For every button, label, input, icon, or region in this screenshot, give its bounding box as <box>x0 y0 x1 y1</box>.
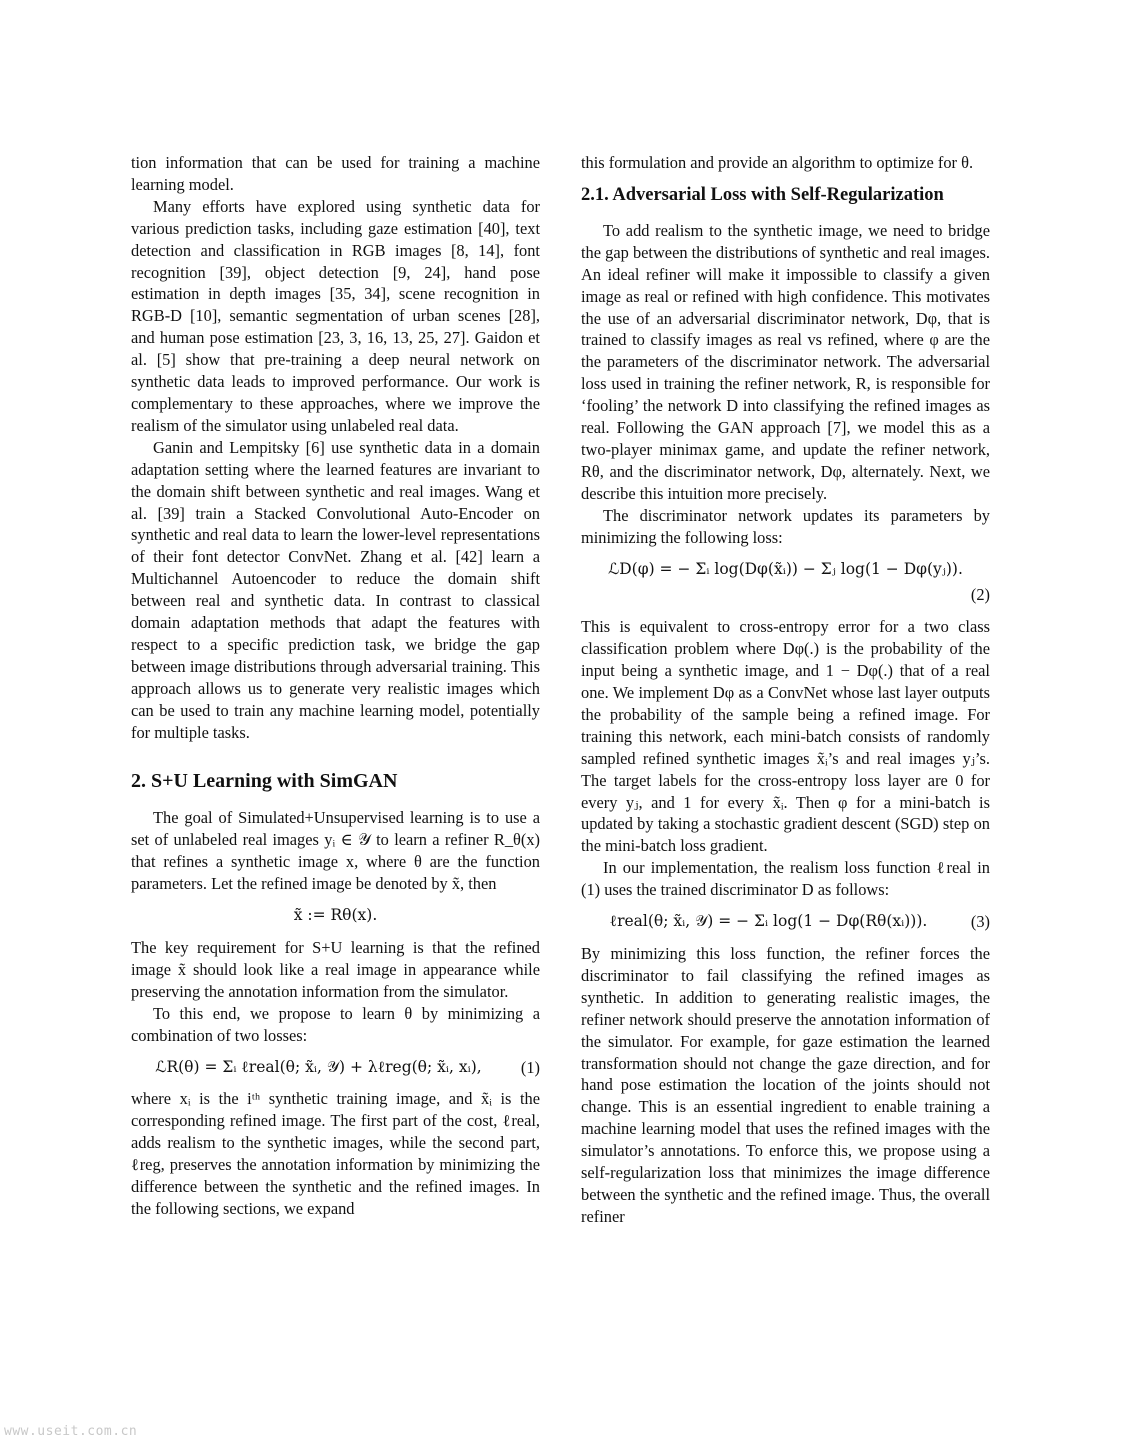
equation-body: ℓreal(θ; x̃ᵢ, 𝒴) = − Σᵢ log(1 − Dφ(Rθ(xᵢ))). <box>609 912 928 931</box>
paragraph: tion information that can be used for training a machine learning model. <box>131 153 540 194</box>
equation-number: (1) <box>520 1057 540 1077</box>
paragraph: Ganin and Lempitsky [6] use synthetic data in a domain adaptation setting where the learned features are invariant to the domain shift between synthetic and real images. Wang et al. [39] train a Stacked Convolutional Auto-Encoder on synthetic and real data to learn the lower-level representations of their font detector ConvNet. Zhang et al. [42] learn a Multichannel Autoencoder to reduce the domain shift between real and synthetic data. In contrast to classical domain adaptation methods that adapt the features with respect to a specific prediction task, we bridge the gap between image distributions through adversarial training. This approach allows us to generate very realistic images which can be used to train any machine learning model, potentially for multiple tasks. <box>131 437 540 742</box>
paragraph: The goal of Simulated+Unsupervised learning is to use a set of unlabeled real images yᵢ ∈ 𝒴 to learn a refiner R_θ(x) that refines a synthetic image x, where θ are the function parameters. Let the refined image be denoted by x̃, then <box>131 808 540 894</box>
left-column <box>131 152 540 1220</box>
paragraph: The discriminator network updates its parameters by minimizing the following loss: <box>581 505 990 547</box>
paragraph: To this end, we propose to learn θ by minimizing a combination of two losses: <box>131 1003 540 1045</box>
paragraph: where xᵢ is the iᵗʰ synthetic training image, and x̃ᵢ is the corresponding refined image. The first part of the cost, ℓreal, adds realism to the synthetic images, while the second part, ℓreg, preserves the annotation information by minimizing the difference between the synthetic and the refined images. In the following sections, we expand <box>131 1089 540 1218</box>
paragraph: To add realism to the synthetic image, we need to bridge the gap between the distributions of synthetic and real images. An ideal refiner will make it impossible to classify a given image as real or refined with high confidence. This motivates the use of an adversarial discriminator network, Dφ, that is trained to classify images as real vs refined, where φ are the the parameters of the discriminator network. The adversarial loss used in training the refiner network, R, is responsible for ‘fooling’ the network D into classifying the refined images as real. Following the GAN approach [7], we model this as a two-player minimax game, and update the refiner network, Rθ, and the discriminator network, Dφ, alternately. Next, we describe this intuition more precisely. <box>581 220 990 503</box>
right-column <box>581 152 990 1228</box>
equation-2 <box>581 559 990 607</box>
watermark: www.useit.com.cn <box>4 1424 138 1439</box>
paragraph: this formulation and provide an algorithm to optimize for θ. <box>581 153 974 172</box>
paragraph: In our implementation, the realism loss function ℓreal in (1) uses the trained discriminator D as follows: <box>581 858 990 900</box>
equation-refine <box>131 905 540 927</box>
section-heading: 2. S+U Learning with SimGAN <box>131 770 398 793</box>
equation-body: x̃ := Rθ(x). <box>293 906 378 925</box>
equation-body: ℒR(θ) = Σᵢ ℓreal(θ; x̃ᵢ, 𝒴) + λℓreg(θ; x̃ᵢ, xᵢ), <box>155 1057 482 1076</box>
equation-body: ℒD(φ) = − Σᵢ log(Dφ(x̃ᵢ)) − Σⱼ log(1 − Dφ(yⱼ)). <box>608 559 963 578</box>
equation-number: (3) <box>970 912 990 932</box>
paragraph: This is equivalent to cross-entropy error for a two class classification problem where Dφ(.) is the probability of the input being a synthetic image, and 1 − Dφ(.) that of a real one. We implement Dφ as a ConvNet whose last layer outputs the probability of the sample being a refined image. For training this network, each mini-batch consists of randomly sampled refined synthetic images x̃ᵢ’s and real images yⱼ’s. The target labels for the cross-entropy loss layer are 0 for every yⱼ, and 1 for every x̃ᵢ. Then φ for a mini-batch is updated by taking a stochastic gradient descent (SGD) step on the mini-batch loss gradient. <box>581 617 990 856</box>
paragraph: The key requirement for S+U learning is that the refined image x̃ should look like a real image in appearance while preserving the annotation information from the simulator. <box>131 938 540 1001</box>
paragraph: Many efforts have explored using synthetic data for various prediction tasks, including gaze estimation [40], text detection and classification in RGB images [8, 14], font recognition [39], object detection [9, 24], hand pose estimation in depth images [35, 34], scene recognition in RGB-D [10], semantic segmentation of urban scenes [28], and human pose estimation [23, 3, 16, 13, 25, 27]. Gaidon et al. [5] show that pre-training a deep neural network on synthetic data leads to improved performance. Our work is complementary to these approaches, where we improve the realism of the simulator using unlabeled real data. <box>131 196 540 435</box>
subsection-heading: 2.1. Adversarial Loss with Self-Regularization <box>581 184 944 205</box>
paragraph: By minimizing this loss function, the refiner forces the discriminator to fail classifying the refined images as synthetic. In addition to generating realistic images, the refiner network should preserve the annotation information of the simulator. For example, for gaze estimation the learned transformation should not change the gaze direction, and for hand pose estimation the location of the joints should not change. This is an essential ingredient to enable training a machine learning model that uses the refined images with the simulator’s annotations. To enforce this, we propose using a self-regularization loss that minimizes the image difference between the synthetic and the refined image. Thus, the overall refiner <box>581 944 990 1226</box>
equation-3 <box>581 911 990 933</box>
equation-number: (2) <box>970 585 990 605</box>
equation-1 <box>131 1057 540 1079</box>
